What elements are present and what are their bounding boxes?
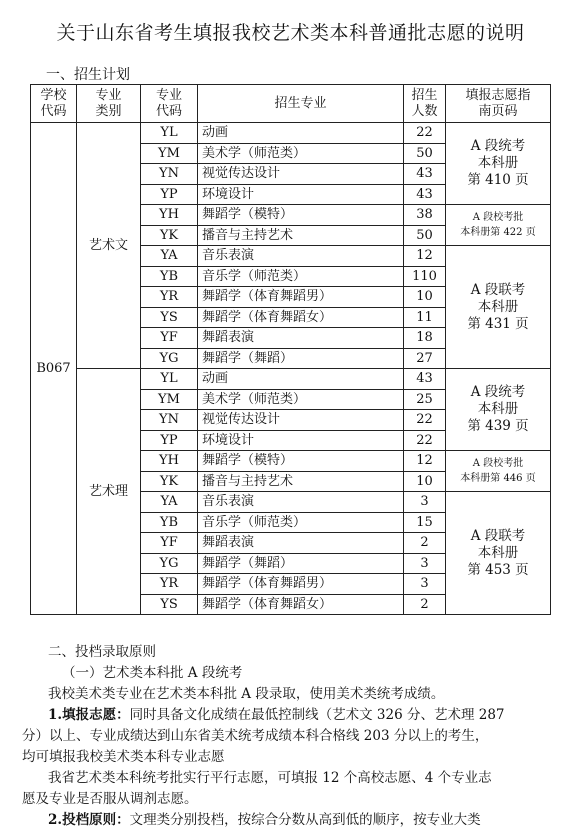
major-code-cell: YP xyxy=(141,184,198,205)
school-code-cell: B067 xyxy=(31,123,77,615)
major-name-cell: 舞蹈学（模特） xyxy=(198,451,404,472)
table-header-row xyxy=(31,85,551,123)
major-name-cell: 播音与主持艺术 xyxy=(198,225,404,246)
major-name-cell: 美术学（师范类） xyxy=(198,389,404,410)
major-code-cell: YM xyxy=(141,389,198,410)
major-code-cell: YS xyxy=(141,594,198,615)
enrollment-count-cell: 50 xyxy=(404,143,446,164)
major-name-cell: 舞蹈学（体育舞蹈女） xyxy=(198,594,404,615)
guide-page-cell: A 段联考 本科册 第 453 页 xyxy=(446,492,551,615)
section-heading-principles: 二、投档录取原则 xyxy=(48,644,156,660)
major-code-cell: YG xyxy=(141,348,198,369)
major-code-cell: YF xyxy=(141,328,198,349)
paragraph-2-line-3: 均可填报我校美术类本科专业志愿 xyxy=(22,749,225,765)
enrollment-count-cell: 2 xyxy=(404,533,446,554)
enrollment-count-cell: 22 xyxy=(404,123,446,144)
paragraph-3-line-2: 愿及专业是否服从调剂志愿。 xyxy=(22,791,198,807)
major-name-cell: 音乐表演 xyxy=(198,492,404,513)
major-code-cell: YG xyxy=(141,553,198,574)
major-code-cell: YM xyxy=(141,143,198,164)
paragraph-4-text: 文理类分别投档，按综合分数从高到低的顺序，按专业大类 xyxy=(129,812,481,828)
enrollment-count-cell: 10 xyxy=(404,287,446,308)
guide-page-cell: A 段统考 本科册 第 410 页 xyxy=(446,123,551,205)
table-row xyxy=(31,123,551,144)
enrollment-count-cell: 12 xyxy=(404,451,446,472)
category-cell: 艺术文 xyxy=(77,123,141,369)
major-code-cell: YP xyxy=(141,430,198,451)
major-code-cell: YH xyxy=(141,451,198,472)
major-code-cell: YR xyxy=(141,287,198,308)
enrollment-count-cell: 12 xyxy=(404,246,446,267)
guide-page-cell: A 段校考批 本科册第 446 页 xyxy=(446,451,551,492)
major-name-cell: 视觉传达设计 xyxy=(198,410,404,431)
major-name-cell: 环境设计 xyxy=(198,184,404,205)
major-name-cell: 舞蹈学（体育舞蹈男） xyxy=(198,287,404,308)
column-header: 专业 代码 xyxy=(141,85,198,123)
paragraph-2-line-2: 分）以上、专业成绩达到山东省美术统考成绩本科合格线 203 分以上的考生， xyxy=(22,728,489,744)
major-name-cell: 播音与主持艺术 xyxy=(198,471,404,492)
enrollment-count-cell: 22 xyxy=(404,430,446,451)
major-code-cell: YF xyxy=(141,533,198,554)
column-header: 专业 类别 xyxy=(77,85,141,123)
paragraph-3-line-1: 我省艺术类本科统考批实行平行志愿，可填报 12 个高校志愿、4 个专业志 xyxy=(48,770,492,786)
major-name-cell: 动画 xyxy=(198,123,404,144)
major-code-cell: YL xyxy=(141,369,198,390)
major-name-cell: 舞蹈表演 xyxy=(198,328,404,349)
major-code-cell: YR xyxy=(141,574,198,595)
major-code-cell: YK xyxy=(141,471,198,492)
column-header: 学校 代码 xyxy=(31,85,77,123)
enrollment-count-cell: 2 xyxy=(404,594,446,615)
guide-page-cell: A 段校考批 本科册第 422 页 xyxy=(446,205,551,246)
paragraph-4-label: 2.投档原则： xyxy=(48,812,130,828)
enrollment-plan-table xyxy=(30,84,551,615)
major-code-cell: YH xyxy=(141,205,198,226)
major-code-cell: YN xyxy=(141,410,198,431)
subsection-heading: （一）艺术类本科批 A 段统考 xyxy=(62,665,243,681)
enrollment-count-cell: 43 xyxy=(404,184,446,205)
category-cell: 艺术理 xyxy=(77,369,141,615)
guide-page-cell: A 段联考 本科册 第 431 页 xyxy=(446,246,551,369)
paragraph-4-line-1 xyxy=(48,808,481,828)
document-title: 关于山东省考生填报我校艺术类本科普通批志愿的说明 xyxy=(56,22,525,44)
table-row xyxy=(31,369,551,390)
paragraph-2-line-1 xyxy=(48,703,505,723)
major-code-cell: YB xyxy=(141,266,198,287)
guide-page-cell: A 段统考 本科册 第 439 页 xyxy=(446,369,551,451)
enrollment-count-cell: 43 xyxy=(404,164,446,185)
major-name-cell: 舞蹈学（舞蹈） xyxy=(198,348,404,369)
enrollment-count-cell: 3 xyxy=(404,574,446,595)
column-header: 招生专业 xyxy=(198,85,404,123)
enrollment-count-cell: 22 xyxy=(404,410,446,431)
enrollment-count-cell: 10 xyxy=(404,471,446,492)
major-name-cell: 环境设计 xyxy=(198,430,404,451)
table-body xyxy=(31,123,551,615)
major-code-cell: YA xyxy=(141,492,198,513)
enrollment-count-cell: 38 xyxy=(404,205,446,226)
major-name-cell: 动画 xyxy=(198,369,404,390)
major-code-cell: YA xyxy=(141,246,198,267)
paragraph-2-label: 1.填报志愿： xyxy=(48,707,130,723)
major-name-cell: 视觉传达设计 xyxy=(198,164,404,185)
section-heading-plan: 一、招生计划 xyxy=(46,67,130,83)
major-name-cell: 美术学（师范类） xyxy=(198,143,404,164)
enrollment-count-cell: 3 xyxy=(404,492,446,513)
major-code-cell: YK xyxy=(141,225,198,246)
major-code-cell: YL xyxy=(141,123,198,144)
major-name-cell: 舞蹈学（模特） xyxy=(198,205,404,226)
enrollment-count-cell: 50 xyxy=(404,225,446,246)
major-name-cell: 音乐学（师范类） xyxy=(198,266,404,287)
enrollment-count-cell: 15 xyxy=(404,512,446,533)
major-name-cell: 音乐表演 xyxy=(198,246,404,267)
enrollment-count-cell: 3 xyxy=(404,553,446,574)
enrollment-count-cell: 43 xyxy=(404,369,446,390)
enrollment-count-cell: 11 xyxy=(404,307,446,328)
major-code-cell: YS xyxy=(141,307,198,328)
enrollment-count-cell: 18 xyxy=(404,328,446,349)
major-name-cell: 舞蹈学（体育舞蹈男） xyxy=(198,574,404,595)
column-header: 填报志愿指 南页码 xyxy=(446,85,551,123)
major-name-cell: 音乐学（师范类） xyxy=(198,512,404,533)
paragraph-1: 我校美术类专业在艺术类本科批 A 段录取，使用美术类统考成绩。 xyxy=(48,686,445,702)
major-name-cell: 舞蹈学（舞蹈） xyxy=(198,553,404,574)
enrollment-count-cell: 25 xyxy=(404,389,446,410)
paragraph-2-text: 同时具备文化成绩在最低控制线（艺术文 326 分、艺术理 287 xyxy=(129,707,505,723)
major-name-cell: 舞蹈表演 xyxy=(198,533,404,554)
major-name-cell: 舞蹈学（体育舞蹈女） xyxy=(198,307,404,328)
enrollment-count-cell: 110 xyxy=(404,266,446,287)
column-header: 招生 人数 xyxy=(404,85,446,123)
major-code-cell: YB xyxy=(141,512,198,533)
major-code-cell: YN xyxy=(141,164,198,185)
enrollment-count-cell: 27 xyxy=(404,348,446,369)
